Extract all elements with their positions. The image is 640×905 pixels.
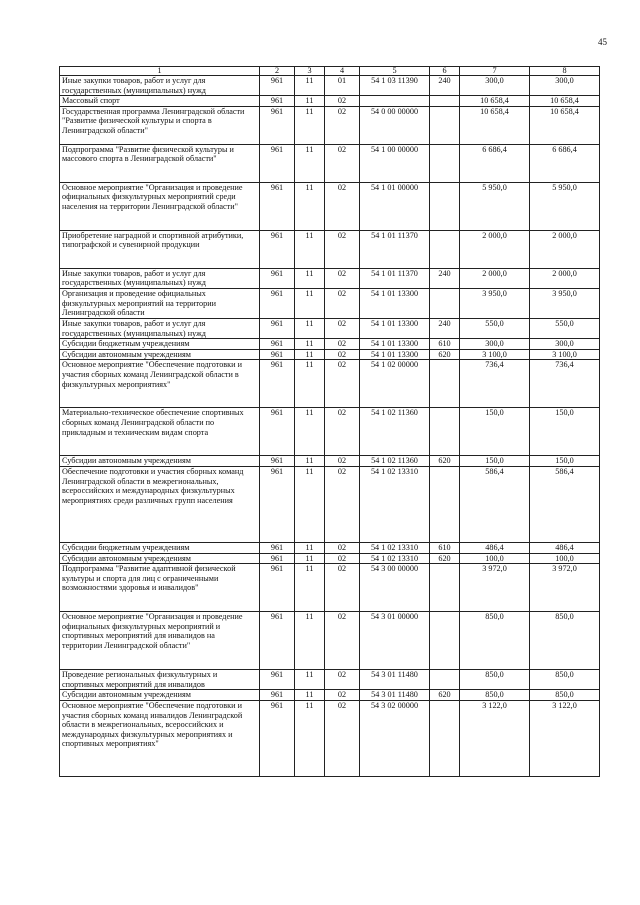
table-row <box>60 96 600 107</box>
row-value-cell: 100,0 <box>530 553 600 564</box>
row-value-cell: 10 658,4 <box>460 96 530 107</box>
row-value-cell <box>430 96 460 107</box>
column-header: 5 <box>360 67 430 76</box>
row-value-cell <box>430 230 460 268</box>
row-value-cell: 240 <box>430 318 460 338</box>
row-name-cell: Иные закупки товаров, работ и услуг для государственных (муниципальных) нужд <box>60 268 260 288</box>
row-value-cell: 961 <box>260 106 295 144</box>
row-value-cell: 961 <box>260 360 295 408</box>
table-row <box>60 76 600 96</box>
row-value-cell: 54 1 01 00000 <box>360 182 430 230</box>
row-value-cell: 961 <box>260 408 295 456</box>
row-value-cell: 54 1 02 13310 <box>360 553 430 564</box>
row-value-cell: 850,0 <box>530 612 600 670</box>
row-value-cell: 2 000,0 <box>530 230 600 268</box>
row-value-cell: 961 <box>260 564 295 612</box>
table-row <box>60 268 600 288</box>
table-row <box>60 700 600 776</box>
column-header: 7 <box>460 67 530 76</box>
row-value-cell: 3 122,0 <box>530 700 600 776</box>
row-value-cell: 11 <box>295 96 325 107</box>
column-header: 2 <box>260 67 295 76</box>
row-value-cell: 150,0 <box>530 456 600 467</box>
row-value-cell: 02 <box>325 700 360 776</box>
row-value-cell: 586,4 <box>530 466 600 542</box>
row-value-cell: 02 <box>325 564 360 612</box>
table-row <box>60 288 600 318</box>
row-value-cell: 3 972,0 <box>460 564 530 612</box>
row-name-cell: Обеспечение подготовки и участия сборных команд Ленинградской области в межрегиональных, всероссийских и международных физкультурных мероприятиях среди различных групп населения <box>60 466 260 542</box>
table-row <box>60 318 600 338</box>
row-name-cell: Подпрограмма "Развитие физической культуры и массового спорта в Ленинградской области" <box>60 144 260 182</box>
row-value-cell <box>360 96 430 107</box>
row-value-cell: 02 <box>325 408 360 456</box>
row-value-cell: 02 <box>325 230 360 268</box>
table-row <box>60 456 600 467</box>
row-value-cell: 2 000,0 <box>460 268 530 288</box>
row-value-cell: 10 658,4 <box>530 106 600 144</box>
row-name-cell: Приобретение наградной и спортивной атрибутики, типографской и сувенирной продукции <box>60 230 260 268</box>
table-row <box>60 690 600 701</box>
row-value-cell: 02 <box>325 456 360 467</box>
row-value-cell: 11 <box>295 268 325 288</box>
row-value-cell: 02 <box>325 553 360 564</box>
row-value-cell: 961 <box>260 670 295 690</box>
row-value-cell: 620 <box>430 456 460 467</box>
row-value-cell: 961 <box>260 268 295 288</box>
row-value-cell: 3 100,0 <box>460 349 530 360</box>
row-value-cell <box>430 360 460 408</box>
budget-table <box>59 66 600 777</box>
page-number: 45 <box>598 37 607 47</box>
row-name-cell: Субсидии бюджетным учреждениям <box>60 339 260 350</box>
row-value-cell: 620 <box>430 349 460 360</box>
row-value-cell: 850,0 <box>530 690 600 701</box>
row-value-cell: 02 <box>325 318 360 338</box>
row-value-cell: 02 <box>325 670 360 690</box>
row-value-cell: 11 <box>295 553 325 564</box>
row-value-cell: 850,0 <box>460 690 530 701</box>
row-value-cell: 02 <box>325 96 360 107</box>
table-row <box>60 612 600 670</box>
row-value-cell: 961 <box>260 456 295 467</box>
row-value-cell: 736,4 <box>530 360 600 408</box>
row-value-cell: 586,4 <box>460 466 530 542</box>
row-value-cell: 02 <box>325 612 360 670</box>
row-value-cell: 3 950,0 <box>460 288 530 318</box>
row-value-cell: 54 3 01 11480 <box>360 670 430 690</box>
row-value-cell: 54 1 02 00000 <box>360 360 430 408</box>
row-name-cell: Субсидии автономным учреждениям <box>60 456 260 467</box>
row-value-cell: 54 1 02 13310 <box>360 466 430 542</box>
row-value-cell: 961 <box>260 230 295 268</box>
row-name-cell: Подпрограмма "Развитие адаптивной физической культуры и спорта для лиц с ограниченными возможностями здоровья и инвалидов" <box>60 564 260 612</box>
row-value-cell: 150,0 <box>460 408 530 456</box>
row-value-cell <box>430 612 460 670</box>
row-value-cell: 02 <box>325 339 360 350</box>
row-value-cell: 02 <box>325 268 360 288</box>
row-value-cell: 11 <box>295 106 325 144</box>
row-value-cell: 5 950,0 <box>460 182 530 230</box>
row-name-cell: Основное мероприятие "Обеспечение подготовки и участия сборных команд Ленинградской области в физкультурных мероприятиях" <box>60 360 260 408</box>
row-name-cell: Основное мероприятие "Обеспечение подготовки и участия сборных команд инвалидов Ленинградской области в межрегиональных, всероссийских и международных физкультурных мероприятиях и спортивных мероприятиях" <box>60 700 260 776</box>
row-value-cell: 961 <box>260 339 295 350</box>
row-value-cell: 02 <box>325 360 360 408</box>
row-name-cell: Организация и проведение официальных физкультурных мероприятий на территории Ленинградской области <box>60 288 260 318</box>
row-value-cell <box>430 288 460 318</box>
row-value-cell: 54 1 01 13300 <box>360 339 430 350</box>
row-name-cell: Основное мероприятие "Организация и проведение официальных физкультурных мероприятий и спортивных мероприятий для инвалидов на территории Ленинградской области" <box>60 612 260 670</box>
row-value-cell: 54 1 01 13300 <box>360 349 430 360</box>
row-value-cell: 486,4 <box>530 542 600 553</box>
row-value-cell <box>430 700 460 776</box>
row-value-cell: 620 <box>430 553 460 564</box>
row-value-cell: 961 <box>260 612 295 670</box>
row-value-cell: 11 <box>295 339 325 350</box>
row-name-cell: Иные закупки товаров, работ и услуг для государственных (муниципальных) нужд <box>60 318 260 338</box>
table-row <box>60 466 600 542</box>
row-value-cell: 300,0 <box>530 76 600 96</box>
table-row <box>60 564 600 612</box>
row-value-cell: 11 <box>295 76 325 96</box>
row-value-cell: 3 100,0 <box>530 349 600 360</box>
row-value-cell: 02 <box>325 106 360 144</box>
row-value-cell: 11 <box>295 408 325 456</box>
table-row <box>60 182 600 230</box>
row-value-cell: 100,0 <box>460 553 530 564</box>
table-header-row <box>60 67 600 76</box>
row-value-cell: 11 <box>295 700 325 776</box>
row-value-cell: 961 <box>260 542 295 553</box>
table-row <box>60 339 600 350</box>
table-row <box>60 553 600 564</box>
row-value-cell: 961 <box>260 96 295 107</box>
row-value-cell: 300,0 <box>530 339 600 350</box>
row-name-cell: Субсидии автономным учреждениям <box>60 553 260 564</box>
row-value-cell: 54 0 00 00000 <box>360 106 430 144</box>
row-value-cell: 54 3 00 00000 <box>360 564 430 612</box>
row-value-cell: 54 1 02 11360 <box>360 408 430 456</box>
row-value-cell: 10 658,4 <box>530 96 600 107</box>
row-value-cell: 11 <box>295 318 325 338</box>
row-value-cell: 54 3 02 00000 <box>360 700 430 776</box>
row-value-cell: 550,0 <box>460 318 530 338</box>
row-name-cell: Субсидии автономным учреждениям <box>60 349 260 360</box>
row-value-cell: 610 <box>430 339 460 350</box>
row-value-cell: 54 1 00 00000 <box>360 144 430 182</box>
row-value-cell: 01 <box>325 76 360 96</box>
row-value-cell: 54 1 03 11390 <box>360 76 430 96</box>
row-value-cell <box>430 564 460 612</box>
row-value-cell: 10 658,4 <box>460 106 530 144</box>
row-value-cell: 300,0 <box>460 76 530 96</box>
row-value-cell: 02 <box>325 690 360 701</box>
row-value-cell: 961 <box>260 318 295 338</box>
row-value-cell: 961 <box>260 466 295 542</box>
row-value-cell <box>430 106 460 144</box>
row-value-cell: 11 <box>295 230 325 268</box>
row-name-cell: Материально-техническое обеспечение спортивных сборных команд Ленинградской области по прикладным и техническим видам спорта <box>60 408 260 456</box>
table-row <box>60 542 600 553</box>
row-value-cell: 961 <box>260 76 295 96</box>
table-row <box>60 230 600 268</box>
table-row <box>60 408 600 456</box>
row-value-cell: 2 000,0 <box>460 230 530 268</box>
table-row <box>60 144 600 182</box>
row-value-cell: 11 <box>295 144 325 182</box>
row-value-cell: 5 950,0 <box>530 182 600 230</box>
row-value-cell: 54 1 01 11370 <box>360 268 430 288</box>
row-value-cell: 11 <box>295 542 325 553</box>
row-value-cell: 54 3 01 00000 <box>360 612 430 670</box>
row-value-cell: 300,0 <box>460 339 530 350</box>
row-value-cell: 02 <box>325 144 360 182</box>
row-value-cell: 2 000,0 <box>530 268 600 288</box>
row-name-cell: Основное мероприятие "Организация и проведение официальных физкультурных мероприятий среди населения на территории Ленинградской области" <box>60 182 260 230</box>
row-name-cell: Субсидии автономным учреждениям <box>60 690 260 701</box>
row-value-cell: 54 1 02 13310 <box>360 542 430 553</box>
table-row <box>60 106 600 144</box>
row-value-cell: 961 <box>260 553 295 564</box>
row-value-cell: 610 <box>430 542 460 553</box>
row-value-cell: 11 <box>295 182 325 230</box>
column-header: 8 <box>530 67 600 76</box>
row-value-cell: 11 <box>295 349 325 360</box>
table-row <box>60 360 600 408</box>
row-value-cell: 54 1 01 13300 <box>360 288 430 318</box>
row-value-cell: 3 950,0 <box>530 288 600 318</box>
table-row <box>60 349 600 360</box>
row-value-cell: 961 <box>260 690 295 701</box>
row-value-cell: 02 <box>325 288 360 318</box>
row-value-cell: 150,0 <box>460 456 530 467</box>
row-value-cell <box>430 144 460 182</box>
row-value-cell: 736,4 <box>460 360 530 408</box>
row-value-cell: 6 686,4 <box>530 144 600 182</box>
row-value-cell: 11 <box>295 564 325 612</box>
column-header: 3 <box>295 67 325 76</box>
row-value-cell: 54 1 01 11370 <box>360 230 430 268</box>
row-value-cell: 3 972,0 <box>530 564 600 612</box>
row-value-cell: 961 <box>260 288 295 318</box>
row-value-cell: 11 <box>295 288 325 318</box>
row-value-cell: 11 <box>295 690 325 701</box>
row-name-cell: Субсидии бюджетным учреждениям <box>60 542 260 553</box>
row-value-cell: 961 <box>260 182 295 230</box>
row-value-cell <box>430 670 460 690</box>
row-value-cell: 150,0 <box>530 408 600 456</box>
column-header: 1 <box>60 67 260 76</box>
row-value-cell: 54 1 01 13300 <box>360 318 430 338</box>
row-value-cell <box>430 182 460 230</box>
row-value-cell: 240 <box>430 268 460 288</box>
row-value-cell: 02 <box>325 182 360 230</box>
row-value-cell: 6 686,4 <box>460 144 530 182</box>
row-name-cell: Иные закупки товаров, работ и услуг для государственных (муниципальных) нужд <box>60 76 260 96</box>
row-value-cell: 11 <box>295 466 325 542</box>
row-value-cell: 11 <box>295 360 325 408</box>
row-value-cell: 850,0 <box>530 670 600 690</box>
column-header: 6 <box>430 67 460 76</box>
row-value-cell: 11 <box>295 456 325 467</box>
row-value-cell <box>430 408 460 456</box>
row-value-cell: 02 <box>325 466 360 542</box>
row-value-cell: 11 <box>295 612 325 670</box>
row-value-cell: 850,0 <box>460 670 530 690</box>
row-value-cell: 961 <box>260 349 295 360</box>
row-value-cell: 961 <box>260 144 295 182</box>
row-value-cell: 620 <box>430 690 460 701</box>
column-header: 4 <box>325 67 360 76</box>
row-name-cell: Массовый спорт <box>60 96 260 107</box>
row-value-cell: 486,4 <box>460 542 530 553</box>
row-value-cell: 54 3 01 11480 <box>360 690 430 701</box>
row-value-cell: 850,0 <box>460 612 530 670</box>
row-value-cell: 02 <box>325 349 360 360</box>
row-value-cell: 961 <box>260 700 295 776</box>
row-value-cell: 11 <box>295 670 325 690</box>
row-value-cell: 02 <box>325 542 360 553</box>
row-name-cell: Государственная программа Ленинградской области "Развитие физической культуры и спорта в Ленинградской области" <box>60 106 260 144</box>
row-value-cell: 54 1 02 11360 <box>360 456 430 467</box>
table-row <box>60 670 600 690</box>
row-value-cell: 240 <box>430 76 460 96</box>
row-name-cell: Проведение региональных физкультурных и спортивных мероприятий для инвалидов <box>60 670 260 690</box>
row-value-cell <box>430 466 460 542</box>
row-value-cell: 550,0 <box>530 318 600 338</box>
row-value-cell: 3 122,0 <box>460 700 530 776</box>
